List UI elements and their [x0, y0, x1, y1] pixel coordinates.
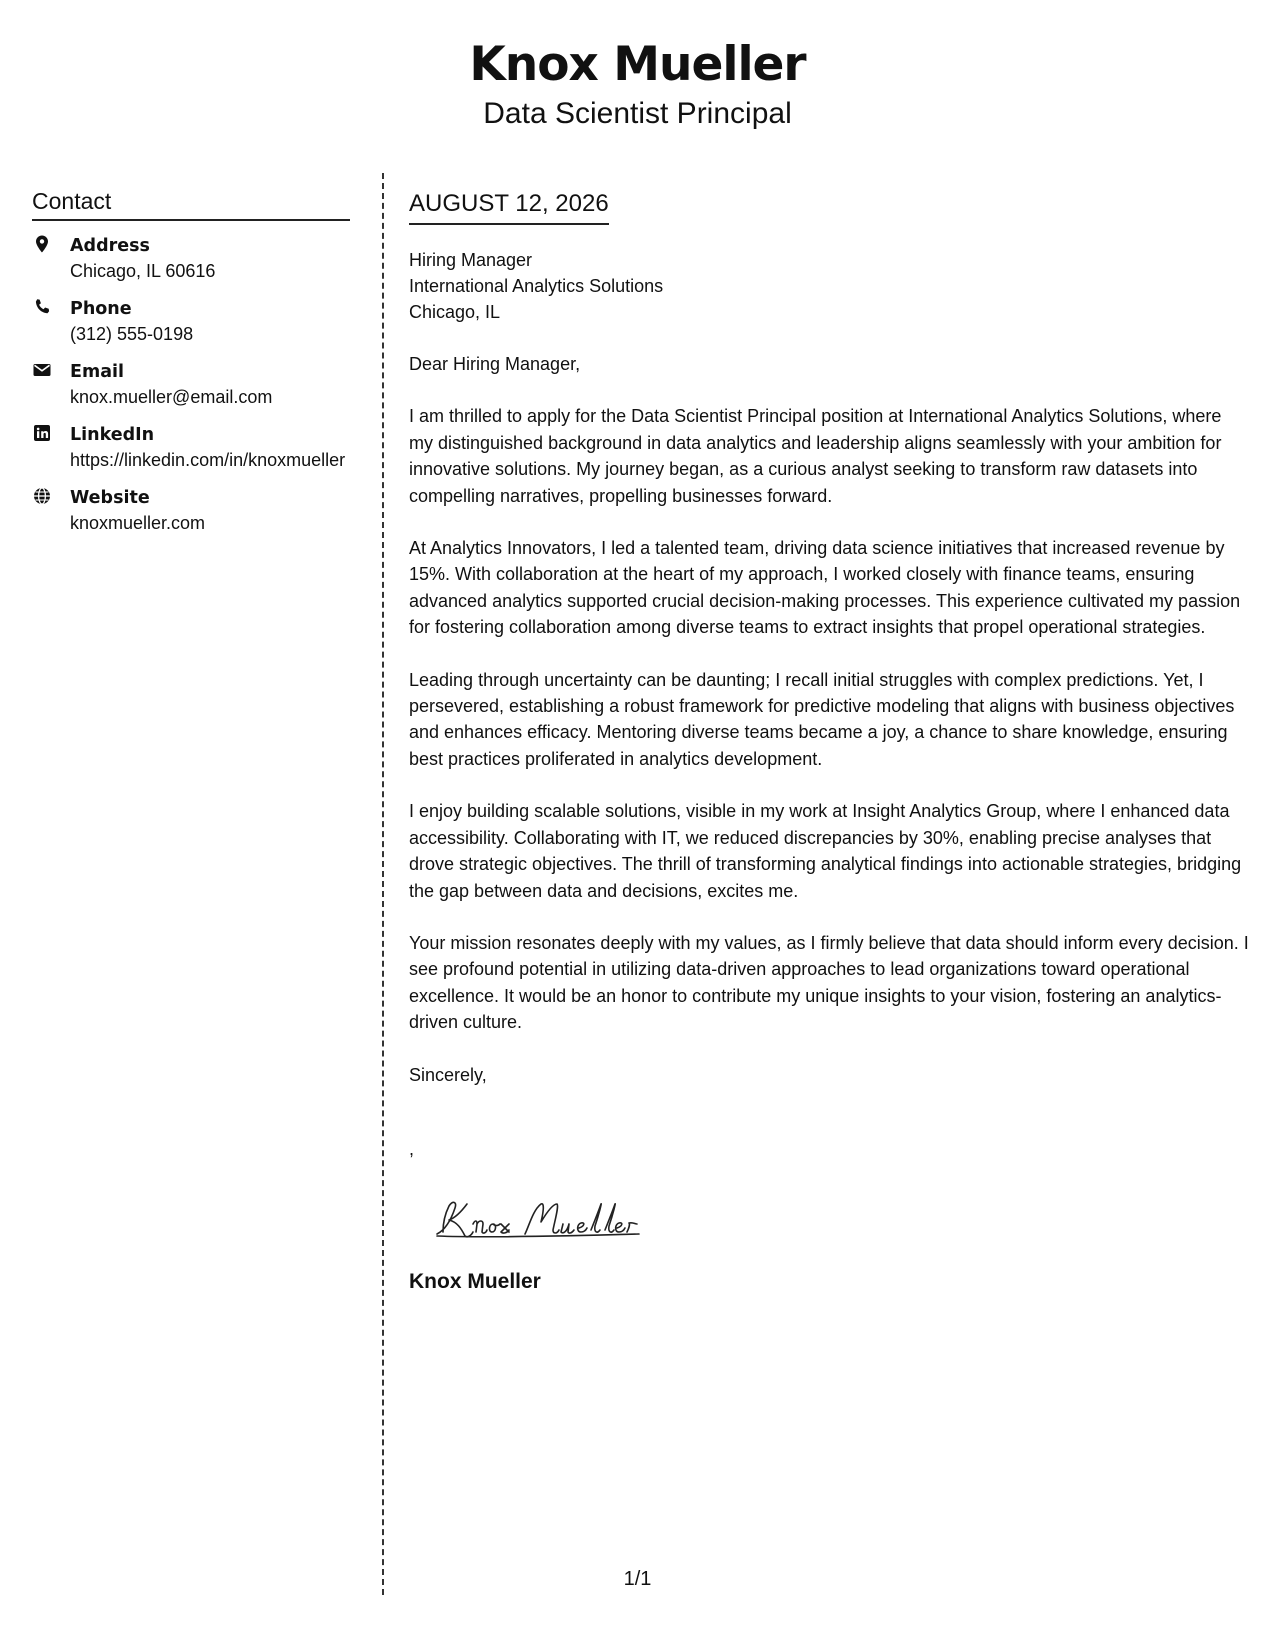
contact-item-linkedin	[32, 422, 350, 473]
recipient-line: Hiring Manager	[409, 250, 533, 270]
body-paragraph: I am thrilled to apply for the Data Scientist Principal position at International Analytics Solutions, where my distinguished background in data analytics and leadership aligns seamlessly with your ambition for innovative solutions. My journey began, as a curious analyst seeking to transform raw datasets into compelling narratives, propelling businesses forward.	[409, 406, 1222, 506]
map-pin-icon	[32, 234, 52, 254]
closing: Sincerely,	[409, 1064, 487, 1085]
contact-label: Website	[70, 488, 150, 508]
applicant-name: Knox Mueller	[469, 37, 806, 92]
letter-body	[409, 189, 1249, 1296]
signature-drawing	[429, 1190, 689, 1248]
linkedin-icon	[32, 423, 52, 443]
contact-label: Email	[70, 362, 124, 382]
body-paragraph: At Analytics Innovators, I led a talented team, driving data science initiatives that increased revenue by 15%. With collaboration at the heart of my approach, I worked closely with finance teams, ensuring advanced analytics supported crucial decision-making processes. This experience cultivated my passion for fostering collaboration among diverse teams to extract insights that propel operational strategies.	[409, 538, 1241, 638]
phone-icon	[32, 297, 52, 317]
body-paragraph: Your mission resonates deeply with my values, as I firmly believe that data should inform every decision. I see profound potential in utilizing data-driven approaches to lead organizations toward operational excellence. It would be an honor to contribute my unique insights to your vision, fostering an analytics-driven culture.	[409, 932, 1249, 1033]
contact-item-website	[32, 485, 350, 536]
letter-date: AUGUST 12, 2026	[409, 189, 609, 225]
body-paragraph: I enjoy building scalable solutions, visible in my work at Insight Analytics Group, where I enhanced data accessibility. Collaborating with IT, we reduced discrepancies by 30%, enabling precise analyses that drove strategic objectives. The thrill of transforming analytical findings into actionable strategies, bridging the gap between data and decisions, excites me.	[409, 801, 1242, 901]
envelope-icon	[32, 360, 52, 380]
body-paragraph: Leading through uncertainty can be daunting; I recall initial struggles with complex predictions. Yet, I persevered, establishing a robust framework for predictive modeling that aligns with business objectives and enhances efficacy. Mentoring diverse teams became a joy, a chance to share knowledge, ensuring best practices proliferated in analytics development.	[409, 669, 1235, 769]
contact-item-phone	[32, 296, 350, 347]
recipient-line: Chicago, IL	[409, 302, 501, 322]
contact-sidebar	[32, 186, 350, 548]
contact-value: knoxmueller.com	[70, 513, 206, 533]
contact-value: knox.mueller@email.com	[70, 387, 273, 407]
applicant-title: Data Scientist Principal	[483, 97, 792, 130]
salutation: Dear Hiring Manager,	[409, 354, 581, 374]
contact-label: LinkedIn	[70, 425, 155, 445]
contact-label: Address	[70, 236, 150, 256]
contact-label: Phone	[70, 299, 132, 319]
signer-name: Knox Mueller	[409, 1269, 541, 1293]
column-divider	[382, 173, 384, 1595]
letter-header	[0, 34, 1275, 132]
contact-value: (312) 555-0198	[70, 324, 194, 344]
contact-heading: Contact	[32, 186, 350, 221]
recipient-block	[409, 247, 1249, 325]
recipient-line: International Analytics Solutions	[409, 276, 664, 296]
handwritten-signature	[429, 1190, 689, 1248]
globe-icon	[32, 486, 52, 506]
contact-item-address	[32, 233, 350, 284]
closing-comma: ,	[409, 1138, 415, 1159]
contact-item-email	[32, 359, 350, 410]
contact-value: Chicago, IL 60616	[70, 261, 216, 281]
contact-value: https://linkedin.com/in/knoxmueller	[70, 450, 346, 470]
page-number: 1/1	[623, 1568, 652, 1590]
